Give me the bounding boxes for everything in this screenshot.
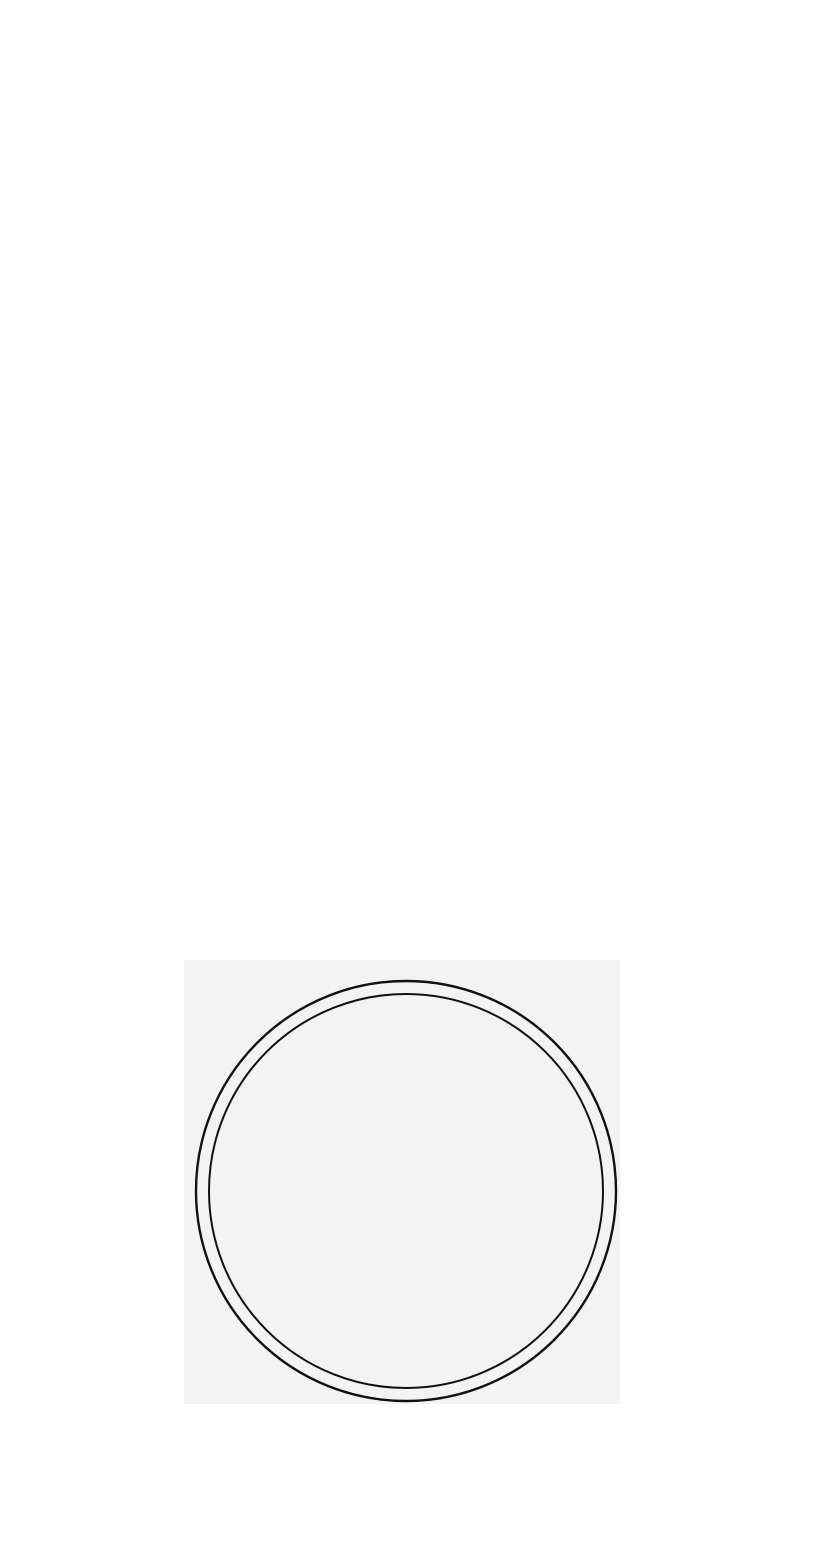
- star-mandala-icon: [184, 960, 620, 1404]
- star-mandala-figure: [184, 960, 620, 1404]
